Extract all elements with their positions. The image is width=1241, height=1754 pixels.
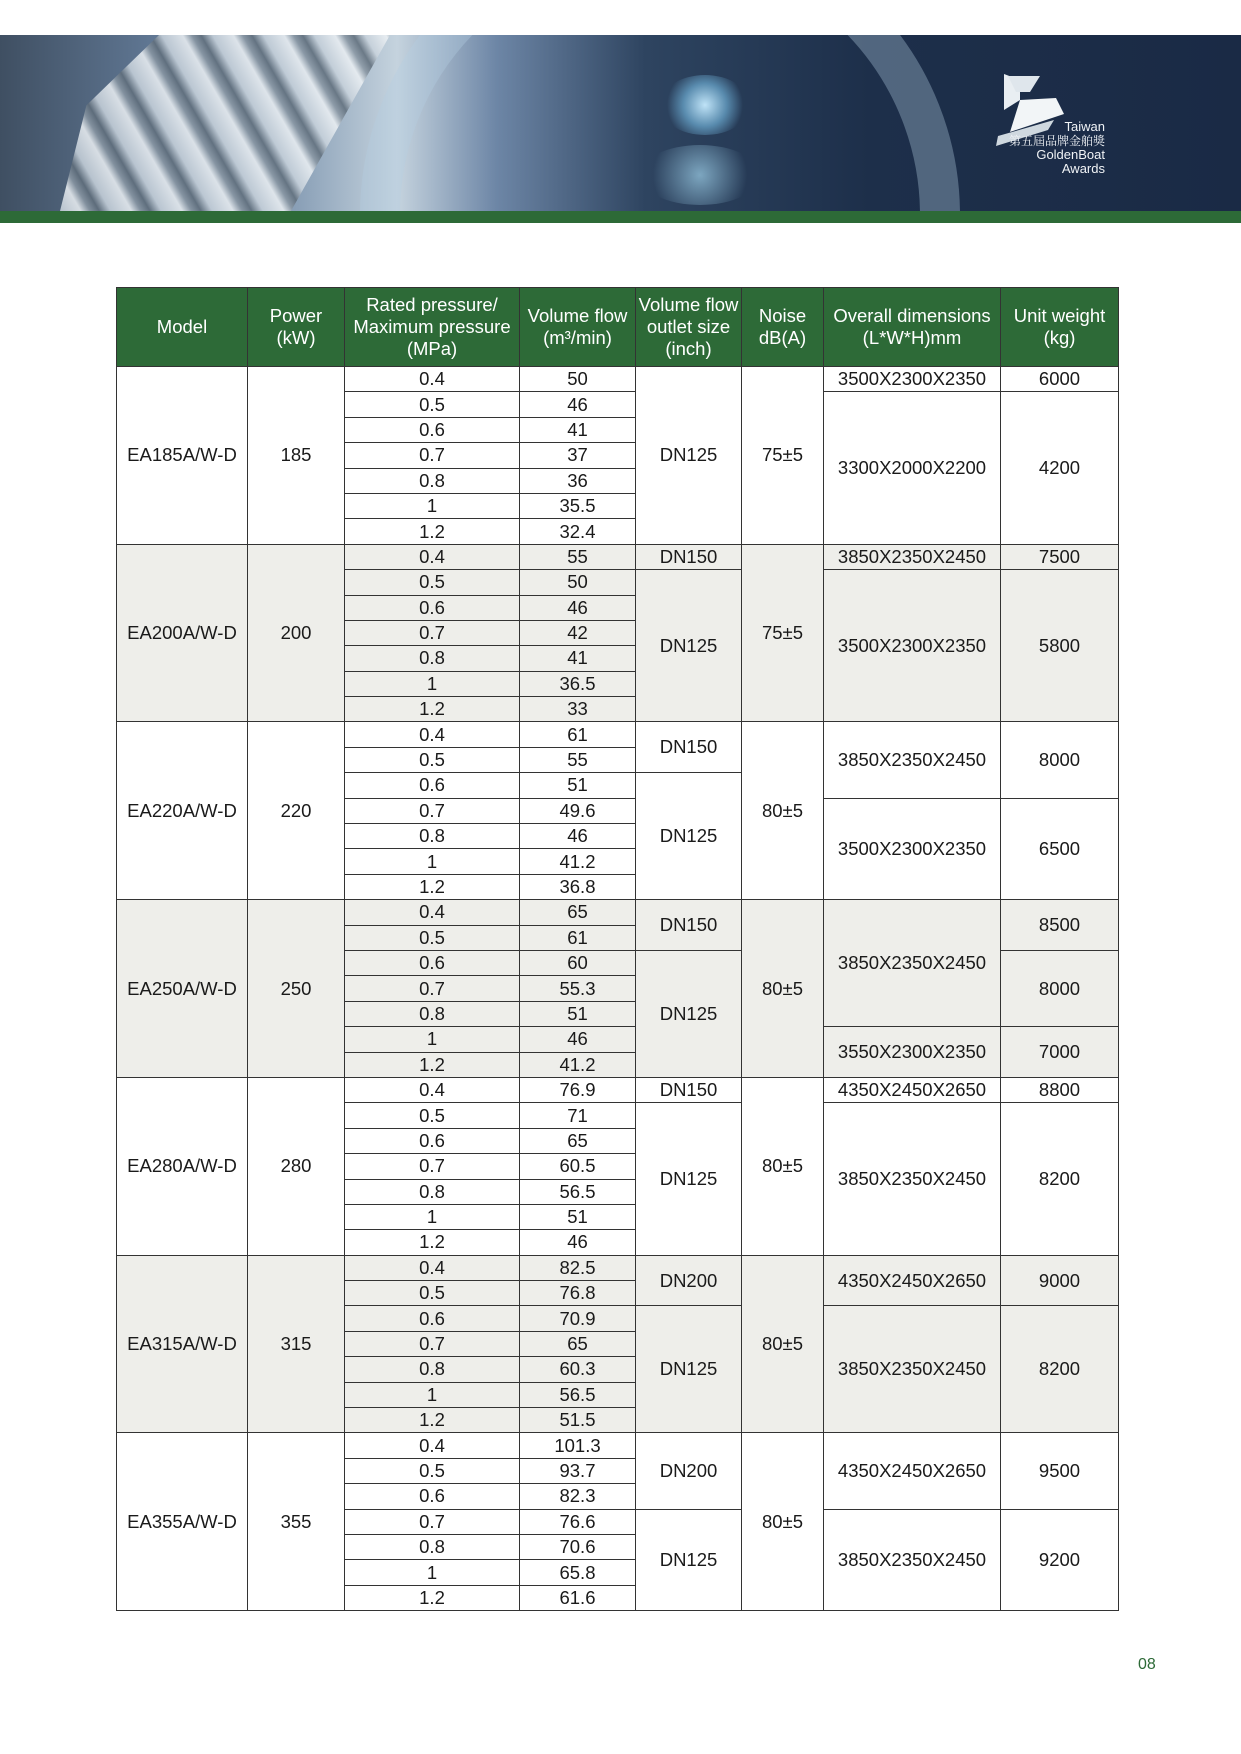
logo-text-chinese: 第五屆品牌金舶獎 [1008,134,1105,148]
flow-cell: 61 [520,722,636,747]
dimensions-cell: 3500X2300X2350 [824,798,1001,900]
weight-cell: 4200 [1001,392,1119,544]
dimensions-cell: 4350X2450X2650 [824,1077,1001,1102]
dimensions-cell: 3300X2000X2200 [824,392,1001,544]
table-row [117,900,1119,925]
flow-cell: 46 [520,1230,636,1255]
header-weight: Unit weight (kg) [1001,288,1119,367]
flow-cell: 50 [520,367,636,392]
pressure-cell: 0.5 [345,1458,520,1483]
flow-cell: 51 [520,773,636,798]
flow-cell: 41 [520,646,636,671]
pressure-cell: 0.4 [345,1077,520,1102]
pressure-cell: 0.8 [345,824,520,849]
goldenboat-logo [985,70,1105,190]
pressure-cell: 0.6 [345,1306,520,1331]
pressure-cell: 0.8 [345,646,520,671]
pressure-cell: 0.8 [345,1179,520,1204]
flow-cell: 76.8 [520,1281,636,1306]
pressure-cell: 1.2 [345,697,520,722]
model-group [117,1433,1119,1611]
specification-table [116,287,1119,1611]
dimensions-cell: 3550X2300X2350 [824,1027,1001,1078]
table-row [117,367,1119,392]
model-group [117,544,1119,722]
header-noise: Noise dB(A) [742,288,824,367]
model-group [117,1077,1119,1255]
flow-cell: 55 [520,544,636,569]
pressure-cell: 1.2 [345,1052,520,1077]
flow-cell: 71 [520,1103,636,1128]
flow-cell: 46 [520,1027,636,1052]
flow-cell: 32.4 [520,519,636,544]
pressure-cell: 0.4 [345,367,520,392]
light-glow [660,75,750,135]
weight-cell: 8200 [1001,1103,1119,1255]
flow-cell: 56.5 [520,1179,636,1204]
flow-cell: 37 [520,443,636,468]
model-cell: EA200A/W-D [117,544,248,722]
weight-cell: 7500 [1001,544,1119,569]
weight-cell: 8200 [1001,1306,1119,1433]
flow-cell: 76.6 [520,1509,636,1534]
header-dimensions: Overall dimensions (L*W*H)mm [824,288,1001,367]
weight-cell: 9000 [1001,1255,1119,1306]
flow-cell: 46 [520,595,636,620]
outlet-cell: DN200 [636,1433,742,1509]
flow-cell: 33 [520,697,636,722]
outlet-cell: DN125 [636,570,742,722]
page-number: 08 [1138,1656,1156,1673]
pressure-cell: 1.2 [345,874,520,899]
pressure-cell: 1 [345,1382,520,1407]
flow-cell: 82.3 [520,1484,636,1509]
pressure-cell: 0.5 [345,1103,520,1128]
weight-cell: 6500 [1001,798,1119,900]
weight-cell: 5800 [1001,570,1119,722]
banner-green-stripe [0,211,1241,223]
pressure-cell: 0.7 [345,1154,520,1179]
flow-cell: 60.3 [520,1357,636,1382]
noise-cell: 80±5 [742,1433,824,1611]
flow-cell: 61.6 [520,1585,636,1610]
flow-cell: 36 [520,468,636,493]
logo-text-goldenboat: GoldenBoat [1036,147,1105,162]
pressure-cell: 0.4 [345,1255,520,1280]
flow-cell: 61 [520,925,636,950]
flow-cell: 36.8 [520,874,636,899]
power-cell: 355 [248,1433,345,1611]
dimensions-cell: 3850X2350X2450 [824,1103,1001,1255]
flow-cell: 70.9 [520,1306,636,1331]
pressure-cell: 0.4 [345,900,520,925]
noise-cell: 80±5 [742,900,824,1078]
flow-cell: 55 [520,747,636,772]
pressure-cell: 0.5 [345,392,520,417]
flow-cell: 46 [520,824,636,849]
flow-cell: 55.3 [520,976,636,1001]
weight-cell: 8500 [1001,900,1119,951]
pressure-cell: 0.7 [345,976,520,1001]
power-cell: 185 [248,367,345,545]
outlet-cell: DN150 [636,900,742,951]
flow-cell: 82.5 [520,1255,636,1280]
table-row [117,1077,1119,1102]
flow-cell: 60.5 [520,1154,636,1179]
weight-cell: 8000 [1001,722,1119,798]
flow-cell: 41 [520,417,636,442]
table-row [117,722,1119,747]
weight-cell: 6000 [1001,367,1119,392]
pressure-cell: 0.6 [345,773,520,798]
noise-cell: 80±5 [742,1255,824,1433]
noise-cell: 75±5 [742,544,824,722]
logo-text-taiwan: Taiwan [1064,119,1105,134]
header-power: Power (kW) [248,288,345,367]
pressure-cell: 1 [345,1560,520,1585]
pressure-cell: 0.5 [345,1281,520,1306]
dimensions-cell: 3850X2350X2450 [824,900,1001,1027]
pressure-cell: 0.7 [345,620,520,645]
pressure-cell: 0.6 [345,1484,520,1509]
weight-cell: 9500 [1001,1433,1119,1509]
pressure-cell: 1 [345,493,520,518]
flow-cell: 35.5 [520,493,636,518]
flow-cell: 36.5 [520,671,636,696]
power-cell: 250 [248,900,345,1078]
dimensions-cell: 4350X2450X2650 [824,1433,1001,1509]
outlet-cell: DN125 [636,950,742,1077]
flow-cell: 51 [520,1001,636,1026]
noise-cell: 80±5 [742,1077,824,1255]
flow-cell: 51.5 [520,1408,636,1433]
power-cell: 315 [248,1255,345,1433]
header-row [117,288,1119,367]
header-model: Model [117,288,248,367]
gear-image [60,35,390,211]
power-cell: 200 [248,544,345,722]
pressure-cell: 1.2 [345,1585,520,1610]
flow-cell: 49.6 [520,798,636,823]
logo-text-awards: Awards [1061,161,1105,176]
flow-cell: 56.5 [520,1382,636,1407]
weight-cell: 8800 [1001,1077,1119,1102]
model-group [117,367,1119,545]
dimensions-cell: 3850X2350X2450 [824,1306,1001,1433]
power-cell: 280 [248,1077,345,1255]
model-cell: EA250A/W-D [117,900,248,1078]
pressure-cell: 0.7 [345,798,520,823]
pressure-cell: 1 [345,1027,520,1052]
pressure-cell: 0.8 [345,1357,520,1382]
pressure-cell: 0.7 [345,1509,520,1534]
model-cell: EA355A/W-D [117,1433,248,1611]
model-cell: EA185A/W-D [117,367,248,545]
outlet-cell: DN125 [636,1103,742,1255]
flow-cell: 41.2 [520,849,636,874]
outlet-cell: DN200 [636,1255,742,1306]
flow-cell: 46 [520,392,636,417]
outlet-cell: DN150 [636,1077,742,1102]
dimensions-cell: 3850X2350X2450 [824,544,1001,569]
model-cell: EA315A/W-D [117,1255,248,1433]
pressure-cell: 0.4 [345,544,520,569]
light-glow [640,145,760,205]
pressure-cell: 0.6 [345,417,520,442]
noise-cell: 75±5 [742,367,824,545]
header-volume-flow: Volume flow (m³/min) [520,288,636,367]
flow-cell: 41.2 [520,1052,636,1077]
flow-cell: 50 [520,570,636,595]
pressure-cell: 1.2 [345,1408,520,1433]
flow-cell: 70.6 [520,1534,636,1559]
outlet-cell: DN125 [636,1306,742,1433]
pressure-cell: 0.5 [345,747,520,772]
model-cell: EA280A/W-D [117,1077,248,1255]
dimensions-cell: 3850X2350X2450 [824,1509,1001,1611]
flow-cell: 42 [520,620,636,645]
pressure-cell: 0.7 [345,1331,520,1356]
outlet-cell: DN125 [636,367,742,545]
outlet-cell: DN125 [636,773,742,900]
pressure-cell: 0.5 [345,570,520,595]
flow-cell: 93.7 [520,1458,636,1483]
flow-cell: 65.8 [520,1560,636,1585]
table-row [117,1433,1119,1458]
pressure-cell: 0.4 [345,722,520,747]
header-pressure: Rated pressure/ Maximum pressure (MPa) [345,288,520,367]
pressure-cell: 0.4 [345,1433,520,1458]
pressure-cell: 1 [345,849,520,874]
weight-cell: 7000 [1001,1027,1119,1078]
flow-cell: 51 [520,1204,636,1229]
pressure-cell: 0.8 [345,1534,520,1559]
pressure-cell: 0.5 [345,925,520,950]
dimensions-cell: 3850X2350X2450 [824,722,1001,798]
flow-cell: 65 [520,1128,636,1153]
flow-cell: 65 [520,1331,636,1356]
flow-cell: 65 [520,900,636,925]
model-group [117,1255,1119,1433]
table-row [117,544,1119,569]
flow-cell: 101.3 [520,1433,636,1458]
pressure-cell: 1 [345,671,520,696]
pressure-cell: 0.6 [345,950,520,975]
dimensions-cell: 3500X2300X2350 [824,367,1001,392]
pressure-cell: 1 [345,1204,520,1229]
dimensions-cell: 4350X2450X2650 [824,1255,1001,1306]
pressure-cell: 0.6 [345,595,520,620]
header-banner [0,35,1241,211]
outlet-cell: DN150 [636,544,742,569]
noise-cell: 80±5 [742,722,824,900]
pressure-cell: 0.8 [345,1001,520,1026]
model-group [117,722,1119,900]
model-group [117,900,1119,1078]
table-row [117,1255,1119,1280]
flow-cell: 76.9 [520,1077,636,1102]
model-cell: EA220A/W-D [117,722,248,900]
pressure-cell: 0.8 [345,468,520,493]
power-cell: 220 [248,722,345,900]
pressure-cell: 1.2 [345,519,520,544]
pressure-cell: 1.2 [345,1230,520,1255]
outlet-cell: DN150 [636,722,742,773]
header-outlet-size: Volume flow outlet size (inch) [636,288,742,367]
weight-cell: 9200 [1001,1509,1119,1611]
dimensions-cell: 3500X2300X2350 [824,570,1001,722]
pressure-cell: 0.7 [345,443,520,468]
weight-cell: 8000 [1001,950,1119,1026]
pressure-cell: 0.6 [345,1128,520,1153]
flow-cell: 60 [520,950,636,975]
outlet-cell: DN125 [636,1509,742,1611]
